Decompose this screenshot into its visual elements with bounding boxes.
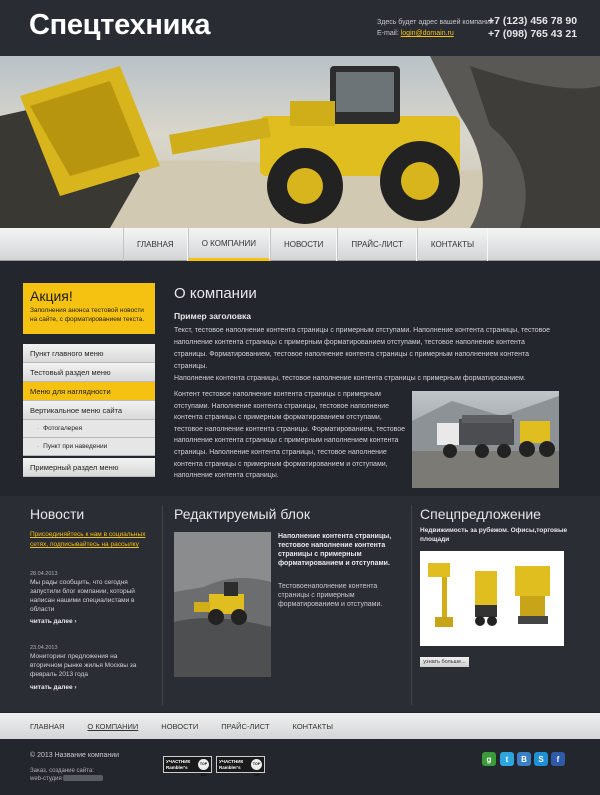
nav-news[interactable]: НОВОСТИ bbox=[270, 228, 337, 261]
email-link[interactable]: login@domain.ru bbox=[400, 30, 454, 37]
blog-icon[interactable]: B bbox=[517, 752, 531, 766]
promo-box[interactable] bbox=[23, 283, 155, 334]
page-title: О компании bbox=[174, 285, 257, 302]
footer-nav-contacts[interactable]: КОНТАКТЫ bbox=[292, 721, 333, 731]
nav-pricelist[interactable]: ПРАЙС-ЛИСТ bbox=[337, 228, 416, 261]
vmenu-item[interactable]: Пункт главного меню bbox=[23, 344, 155, 363]
facebook-icon[interactable]: f bbox=[551, 752, 565, 766]
header-phones bbox=[488, 15, 577, 41]
nav-contacts[interactable]: КОНТАКТЫ bbox=[417, 228, 488, 261]
quarry-loader-photo bbox=[174, 532, 271, 677]
footer-nav bbox=[0, 713, 600, 739]
header bbox=[0, 0, 600, 56]
content-paragraph-1: Текст, тестовое наполнение контента страницы с примерным отступами. Наполнение контента страницы, тестовое наполнение контента страницы с примерным форматированием отступами, тестовое наполнение контента страницы. Форматированием, тестовое наполнение контента страницы с примерным наполнением контента страницы. Наполнение контента страницы, тестовое наполнение контента страницы с примерным форматированием. bbox=[174, 327, 550, 382]
promo-text: Заполнения анонса тестовой новости на сайте, с форматированием текста. bbox=[30, 307, 145, 323]
special-offer-text: Недвижимость за рубежом. Офисы,торговые площади bbox=[420, 527, 568, 543]
site-logo[interactable]: Спецтехника bbox=[29, 9, 211, 41]
skype-icon[interactable]: S bbox=[534, 752, 548, 766]
nav-home[interactable]: ГЛАВНАЯ bbox=[123, 228, 188, 261]
promo-title: Акция! bbox=[30, 288, 73, 304]
dump-truck-photo bbox=[412, 391, 559, 488]
footer-nav-pricelist[interactable]: ПРАЙС-ЛИСТ bbox=[221, 721, 270, 731]
header-contacts bbox=[377, 17, 494, 39]
google-icon[interactable]: g bbox=[482, 752, 496, 766]
vmenu-subitem[interactable]: · Фотогалерея bbox=[23, 420, 155, 438]
wheel-loader-illustration bbox=[0, 56, 600, 228]
vmenu-subitem[interactable]: · Пункт при наведении bbox=[23, 438, 155, 456]
divider bbox=[162, 505, 163, 705]
news-date: 28.04.2013 bbox=[30, 571, 58, 577]
vertical-menu bbox=[23, 344, 155, 477]
news-text: Мониторинг предложения на вторичном рынке жилья Москвы за февраль 2013 года bbox=[30, 653, 137, 678]
editable-block-title: Редактируемый блок bbox=[174, 506, 310, 522]
rambler-top100-badge[interactable]: УЧАСТНИК Rambler's TOP 100 bbox=[216, 756, 265, 773]
read-more-link[interactable]: читать далее › bbox=[30, 684, 77, 691]
footer-nav-about[interactable]: О КОМПАНИИ bbox=[87, 721, 139, 731]
vmenu-item[interactable]: Вертикальное меню сайта bbox=[23, 401, 155, 420]
twitter-icon[interactable]: t bbox=[500, 752, 514, 766]
studio-credit: Заказ, создание сайта: web-студия bbox=[30, 767, 103, 783]
nav-about[interactable]: О КОМПАНИИ bbox=[188, 228, 270, 261]
editable-bold-text: Наполнение контента страницы, тестовое наполнение контента страницы с примерным форматированием и отступами. bbox=[278, 533, 392, 567]
content-subheading: Пример заголовка bbox=[174, 311, 252, 321]
rambler-top100-badge[interactable]: УЧАСТНИК Rambler's TOP 100 bbox=[163, 756, 212, 773]
news-title: Новости bbox=[30, 506, 85, 522]
editable-text: Тестовоенаполнение контента страницы с примерным форматированием и отступами. bbox=[278, 583, 383, 608]
footer-nav-home[interactable]: ГЛАВНАЯ bbox=[30, 721, 65, 731]
offer-models-photo bbox=[420, 551, 564, 646]
news-date: 23.04.2013 bbox=[30, 645, 58, 651]
social-subscribe-link[interactable]: Присоединяйтесь к нам в социальных сетях, подписывайтесь на рассылку bbox=[30, 531, 146, 548]
footer-nav-news[interactable]: НОВОСТИ bbox=[161, 721, 199, 731]
vmenu-item[interactable]: Примерный раздел меню bbox=[23, 458, 155, 477]
studio-link[interactable] bbox=[63, 775, 103, 781]
email-label: E-mail: bbox=[377, 30, 399, 37]
phone-1: +7 (123) 456 78 90 bbox=[488, 15, 578, 27]
special-offer-title: Спецпредложение bbox=[420, 506, 541, 522]
vmenu-item[interactable]: Тестовый раздел меню bbox=[23, 363, 155, 382]
bullet-icon: · bbox=[37, 425, 40, 432]
read-more-link[interactable]: читать далее › bbox=[30, 618, 77, 625]
content-paragraph-2: Контент тестовое наполнение контента страницы с примерным отступами. Наполнение контента страницы, тестовое наполнение контента страницы с примерным форматированием отступами, тестовое наполнение контента страницы. Форматированием, тестовое наполнение контента страницы с примерным наполнением контента страницы. Наполнение контента страницы, тестовое наполнение контента страницы с примерным форматированием и отступами, наполнение контента страницы. bbox=[174, 391, 406, 480]
hero-image-wheel-loader bbox=[0, 56, 600, 228]
copyright: © 2013 Название компании bbox=[30, 752, 120, 759]
learn-more-button[interactable]: узнать больше... bbox=[420, 657, 469, 667]
vmenu-item-active[interactable]: Меню для наглядности bbox=[23, 382, 155, 401]
divider bbox=[411, 505, 412, 705]
main-nav bbox=[0, 228, 600, 261]
news-text: Мы рады сообщить, что сегодня запустили блог компании, который написан нашими специалистами в области bbox=[30, 579, 135, 613]
company-address: Здесь будет адрес вашей компании bbox=[377, 19, 494, 26]
bullet-icon: · bbox=[37, 443, 40, 450]
phone-2: +7 (098) 765 43 21 bbox=[488, 28, 578, 40]
